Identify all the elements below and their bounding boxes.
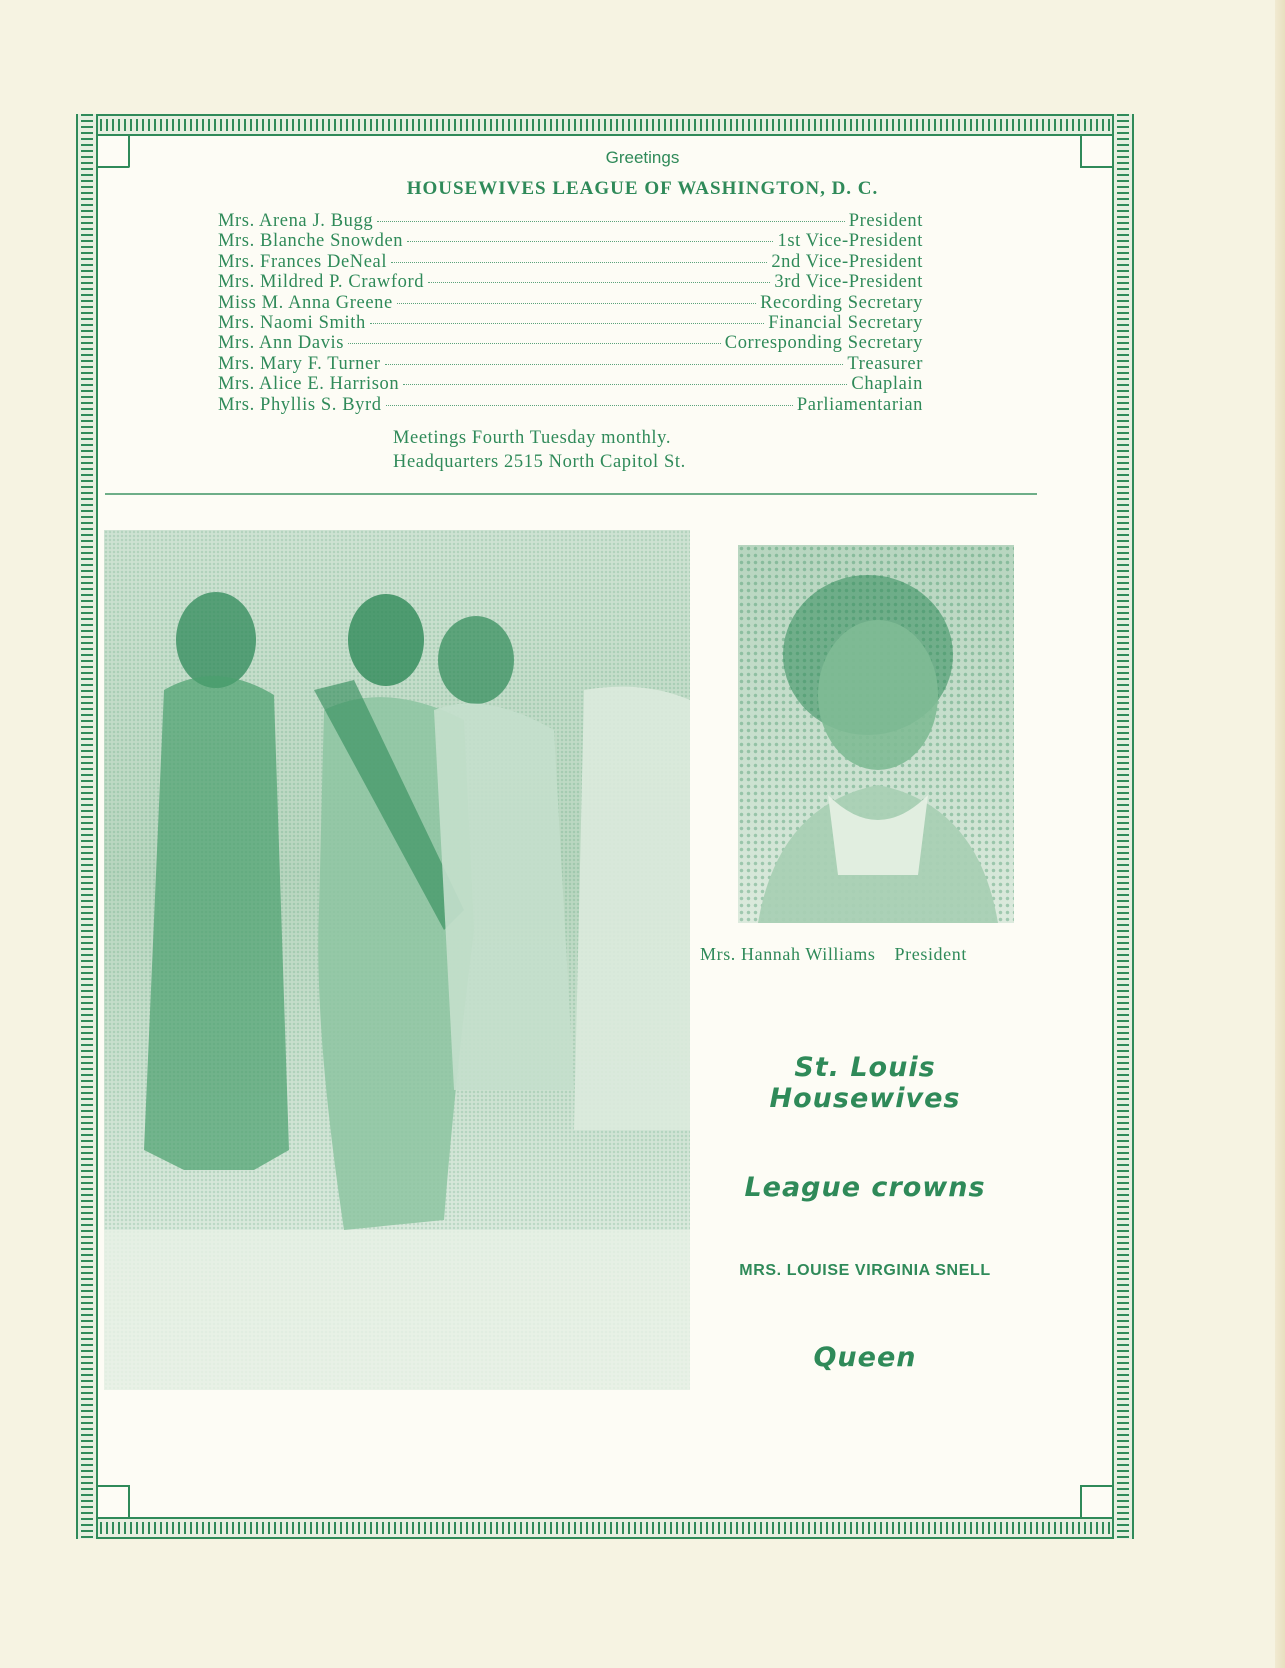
officer-row xyxy=(218,333,923,353)
dot-leader xyxy=(370,323,764,324)
officer-role: Recording Secretary xyxy=(760,292,923,313)
officer-role: 2nd Vice-President xyxy=(771,251,923,272)
officer-role: Corresponding Secretary xyxy=(724,333,923,354)
officer-name: Mrs. Alice E. Harrison xyxy=(218,374,400,395)
officer-name: Mrs. Phyllis S. Byrd xyxy=(218,394,382,415)
officer-row xyxy=(218,211,923,231)
officer-row xyxy=(218,231,923,251)
queen-title: Queen xyxy=(813,1342,917,1373)
border-bottom xyxy=(76,1517,1134,1539)
officer-name: Mrs. Blanche Snowden xyxy=(218,231,404,252)
dot-leader xyxy=(407,241,773,242)
officer-role: Financial Secretary xyxy=(768,313,923,334)
officer-row xyxy=(218,313,923,333)
officer-role: 3rd Vice-President xyxy=(774,272,923,293)
portrait-caption xyxy=(700,944,1030,965)
officer-name: Mrs. Arena J. Bugg xyxy=(218,211,374,231)
announcement-line-2: League crowns xyxy=(744,1172,986,1203)
officer-name: Mrs. Ann Davis xyxy=(218,333,345,354)
portrait-name: Mrs. Hannah Williams xyxy=(700,944,876,964)
meeting-info xyxy=(393,426,686,474)
dot-leader xyxy=(428,282,770,283)
dot-leader xyxy=(403,384,847,385)
officer-name: Mrs. Mildred P. Crawford xyxy=(218,272,425,293)
officer-row xyxy=(218,252,923,272)
officer-name: Miss M. Anna Greene xyxy=(218,292,393,313)
dot-leader xyxy=(386,405,793,406)
portrait-figure xyxy=(738,545,1014,923)
dot-leader xyxy=(397,303,756,304)
border-right xyxy=(1112,114,1134,1539)
officer-name: Mrs. Naomi Smith xyxy=(218,313,366,334)
league-title: HOUSEWIVES LEAGUE OF WASHINGTON, D. C. xyxy=(406,178,879,199)
officer-name: Mrs. Frances DeNeal xyxy=(218,251,388,272)
officer-role: 1st Vice-President xyxy=(777,231,923,252)
officer-list xyxy=(218,211,923,415)
dot-leader xyxy=(348,343,721,344)
officer-role: Chaplain xyxy=(851,374,923,395)
headquarters-address: Headquarters 2515 North Capitol St. xyxy=(393,452,686,472)
officer-row xyxy=(218,374,923,394)
officer-row xyxy=(218,354,923,374)
officer-name: Mrs. Mary F. Turner xyxy=(218,353,381,374)
dot-leader xyxy=(385,364,844,365)
portrait-role: President xyxy=(894,944,967,964)
border-top xyxy=(76,114,1134,136)
section-divider xyxy=(105,493,1037,495)
honoree-name: MRS. LOUISE VIRGINIA SNELL xyxy=(739,1262,991,1279)
officer-row xyxy=(218,395,923,415)
dot-leader xyxy=(377,221,845,222)
meeting-schedule: Meetings Fourth Tuesday monthly. xyxy=(393,428,672,448)
coronation-photo-figures xyxy=(104,530,690,1390)
corner-ornament xyxy=(98,1485,130,1517)
coronation-photo xyxy=(104,530,690,1390)
corner-ornament xyxy=(1080,1485,1112,1517)
border-left xyxy=(76,114,98,1539)
announcement-line-1: St. Louis Housewives xyxy=(769,1052,961,1114)
greeting-heading: Greetings xyxy=(605,148,680,167)
officer-row xyxy=(218,272,923,292)
officer-role: Treasurer xyxy=(847,353,923,374)
dot-leader xyxy=(391,262,767,263)
officer-role: President xyxy=(848,211,923,231)
officer-row xyxy=(218,293,923,313)
officer-role: Parliamentarian xyxy=(796,394,923,415)
president-portrait-photo xyxy=(738,545,1014,923)
page-edge xyxy=(1275,0,1285,1668)
